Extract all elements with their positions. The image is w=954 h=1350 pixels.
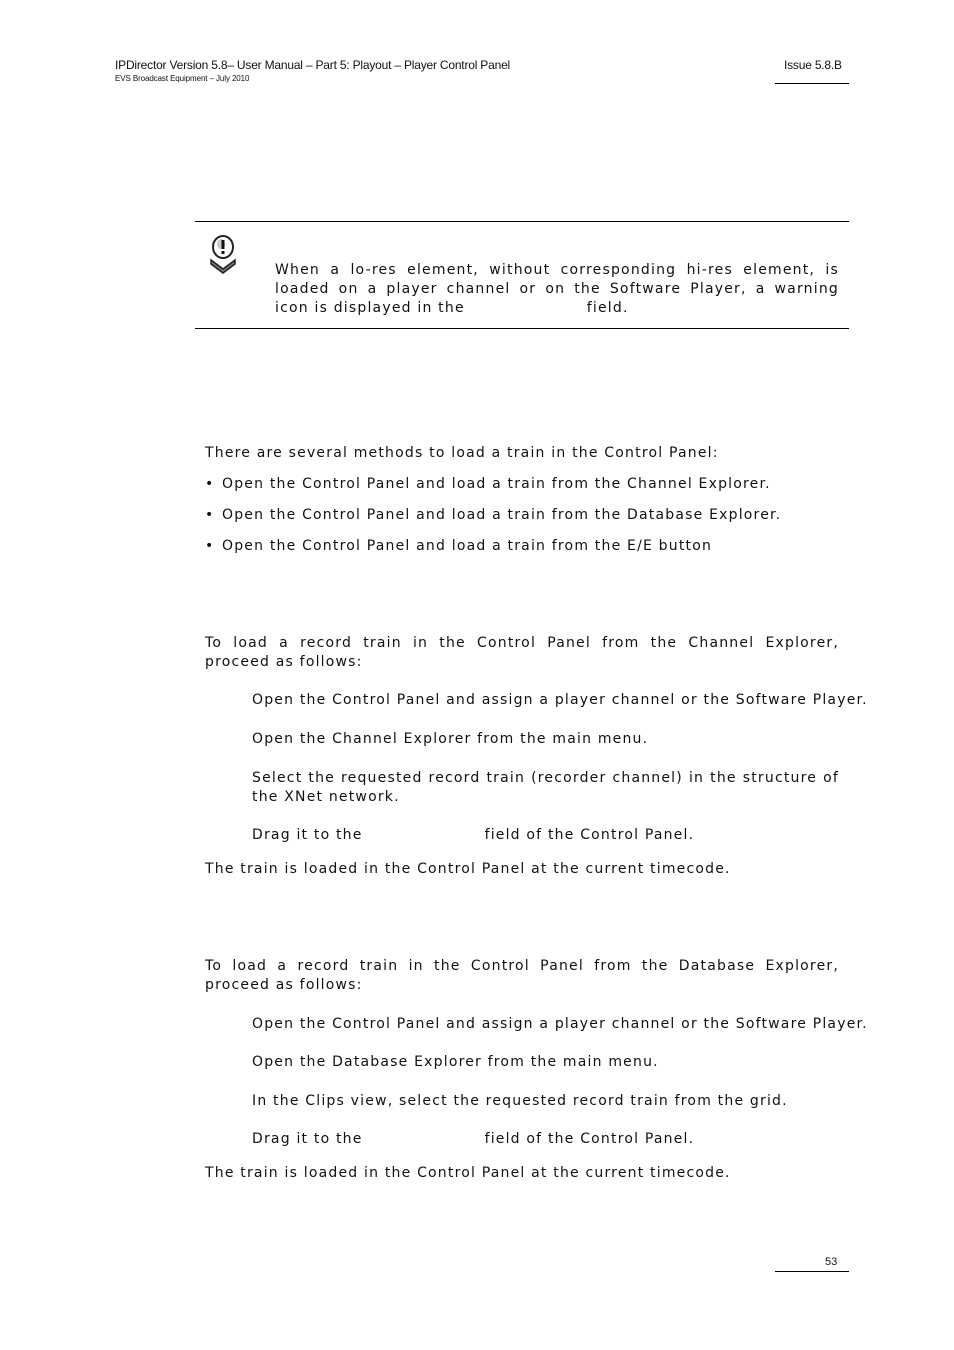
list-item: • Open the Control Panel and load a train from the E/E button [205,538,713,554]
channel-explorer-intro: To load a record train in the Control Panel from the Channel Explorer, proceed as follows: [205,635,839,670]
note-text: When a lo-res element, without corresponding hi-res element, is loaded on a player channel or on the Software Player, a warning icon is displayed in the field. [275,262,839,316]
header-subtitle: EVS Broadcast Equipment – July 2010 [115,74,250,83]
header-issue: Issue 5.8.B [784,58,842,72]
database-explorer-intro: To load a record train in the Control Panel from the Database Explorer, proceed as follows: [205,958,839,993]
warning-pin-icon [206,233,240,275]
database-step-3: In the Clips view, select the requested record train from the grid. [252,1093,788,1109]
channel-step-1: Open the Control Panel and assign a player channel or the Software Player. [252,692,868,708]
database-step-1: Open the Control Panel and assign a player channel or the Software Player. [252,1016,868,1032]
note-top-rule [195,221,849,222]
note-bottom-rule [195,328,849,329]
channel-step-3: Select the requested record train (recorder channel) in the structure of the XNet network. [252,770,839,805]
channel-step-4: Drag it to the field of the Control Panel. [252,827,695,843]
database-step-4: Drag it to the field of the Control Panel. [252,1131,695,1147]
list-item: • Open the Control Panel and load a train from the Database Explorer. [205,507,782,523]
methods-intro: There are several methods to load a train in the Control Panel: [205,445,719,461]
header-rule [775,83,849,84]
list-item: • Open the Control Panel and load a train from the Channel Explorer. [205,476,771,492]
footer-rule [775,1271,849,1272]
header-title: IPDirector Version 5.8– User Manual – Part 5: Playout – Player Control Panel [115,58,511,72]
page-number: 53 [825,1256,838,1268]
channel-step-2: Open the Channel Explorer from the main menu. [252,731,649,747]
database-result: The train is loaded in the Control Panel at the current timecode. [205,1165,731,1181]
channel-result: The train is loaded in the Control Panel at the current timecode. [205,861,731,877]
database-step-2: Open the Database Explorer from the main menu. [252,1054,659,1070]
